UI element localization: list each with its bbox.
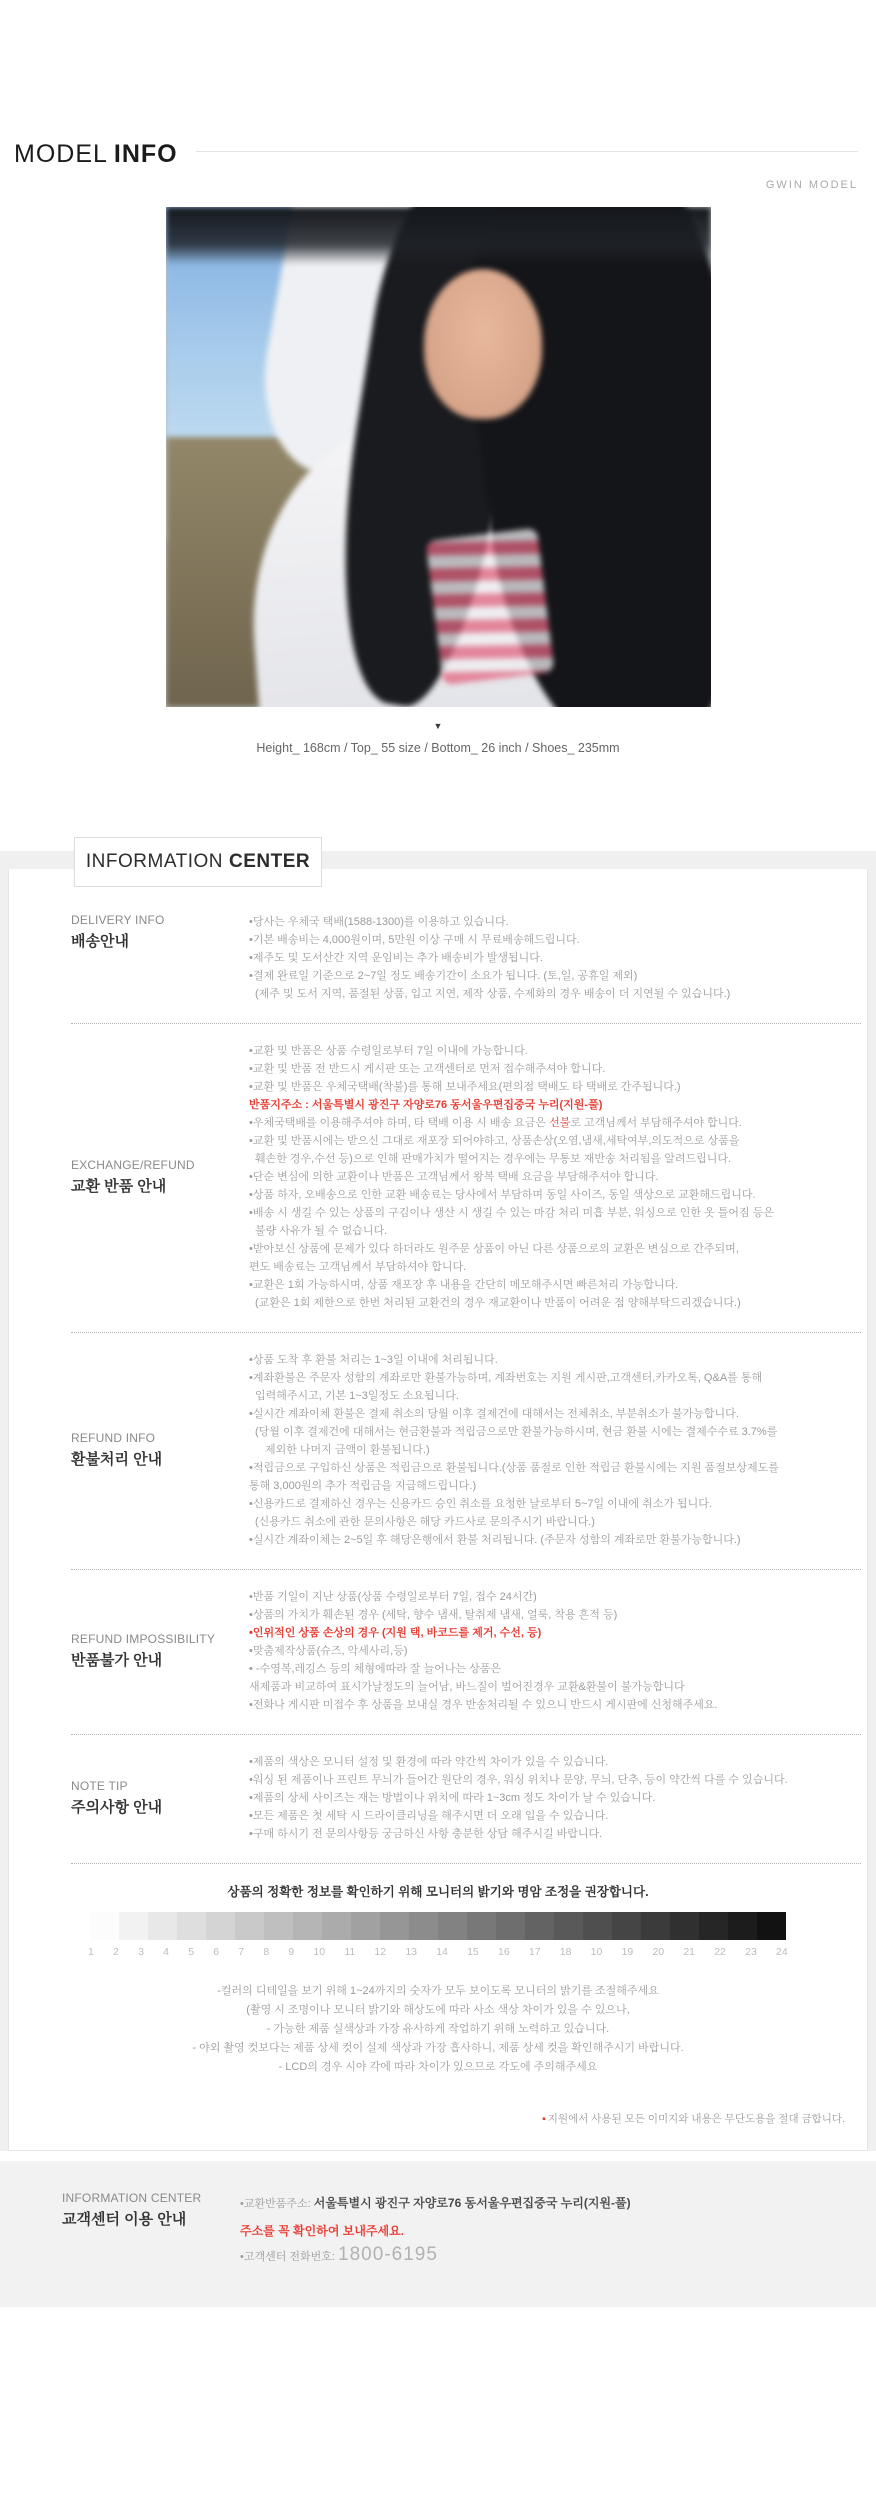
gradient-number: 12 [374, 1946, 387, 1958]
footer-body [240, 2191, 876, 2267]
information-center-panel [0, 851, 876, 2151]
gradient-step [119, 1912, 148, 1940]
info-line: •제품의 색상은 모니터 설정 및 환경에 따라 약간씩 차이가 있을 수 있습니다. [249, 1756, 609, 1768]
gradient-step [235, 1912, 264, 1940]
gradient-number: 10 [313, 1946, 326, 1958]
info-line: 새제품과 비교하여 표시가날정도의 늘어남, 바느질이 벌어진경우 교환&환불이 불가능합니다 [249, 1681, 685, 1693]
gradient-step [90, 1912, 119, 1940]
gradient-number: 13 [405, 1946, 417, 1958]
info-line: •상품 도착 후 환불 처리는 1~3일 이내에 처리됩니다. [249, 1354, 498, 1366]
info-line: •상품의 가치가 훼손된 경우 (세탁, 향수 냄새, 탈취제 냄새, 얼룩, 착용 흔적 등) [249, 1609, 618, 1621]
info-line: 훼손한 경우,수선 등)으로 인해 판매가치가 떨어지는 경우에는 무통보 재반송 처리됨을 알려드립니다. [255, 1153, 731, 1165]
gradient-number: 10 [590, 1946, 603, 1958]
section-delivery-info [9, 913, 867, 1003]
gradient-step [525, 1912, 554, 1940]
info-line: 불량 사유가 될 수 없습니다. [255, 1225, 388, 1237]
gradient-number: 9 [288, 1946, 295, 1958]
info-line: •교환 및 반품은 우체국택배(착불)를 통해 보내주세요(편의점 택배도 타 택배로 간주됩니다.) [249, 1081, 681, 1093]
info-line: •워싱 된 제품이나 프린트 무늬가 들어간 원단의 경우, 워싱 위치나 문양, 무늬, 단추, 등이 약간씩 다를 수 있습니다. [249, 1774, 788, 1786]
gradient-number: 14 [436, 1946, 448, 1958]
model-photo [166, 207, 711, 707]
gradient-step [409, 1912, 438, 1940]
monitor-note: -컬러의 디테일을 보기 위해 1~24까지의 숫자가 모두 보이도록 모니터의 밝기를 조절해주세요 [217, 1985, 659, 1997]
gradient-step [380, 1912, 409, 1940]
gradient-step [293, 1912, 322, 1940]
gradient-number: 16 [497, 1946, 510, 1958]
section-text [249, 1588, 867, 1714]
info-line: •실시간 계좌이체는 2~5일 후 해당은행에서 환불 처리됩니다. (주문자 성함의 계좌로만 환불가능합니다.) [249, 1534, 741, 1546]
gradient-step [496, 1912, 525, 1940]
gradient-number: 17 [528, 1946, 541, 1958]
gradient-step [728, 1912, 757, 1940]
gradient-number: 22 [714, 1946, 726, 1958]
gradient-number: 18 [559, 1946, 572, 1958]
gradient-number: 8 [263, 1946, 270, 1958]
photo-car-roof [166, 207, 711, 265]
dotted-divider [71, 1569, 861, 1570]
gradient-number: 5 [188, 1946, 195, 1958]
info-line: •교환 및 반품시에는 받으신 그대로 재포장 되어야하고, 상품손상(오염,냄새,세탁여부,의도적으로 상품을 [249, 1135, 740, 1147]
info-line: •결제 완료일 기준으로 2~7일 정도 배송기간이 소요가 됩니다. (토,일, 공휴일 제외) [249, 970, 638, 982]
gradient-number: 21 [683, 1946, 696, 1958]
info-line: •전화나 게시판 미접수 후 상품을 보내실 경우 반송처리될 수 있으니 반드시 게시판에 신청해주세요. [249, 1699, 718, 1711]
footer-phone-line: •고객센터 전화번호: 1800-6195 [240, 2244, 438, 2265]
gradient-step [670, 1912, 699, 1940]
gradient-number: 6 [213, 1946, 220, 1958]
monitor-note: - 야외 촬영 컷보다는 제품 상세 컷이 실제 색상과 가장 흡사하니, 제품 상세 컷을 확인해주시기 바랍니다. [192, 2042, 684, 2054]
info-sections [9, 913, 867, 1864]
page-title: MODEL INFO [14, 140, 178, 168]
gradient-step [264, 1912, 293, 1940]
gradient-number: 7 [238, 1946, 245, 1958]
gradient-number: 2 [113, 1946, 119, 1958]
info-line: •우체국택배를 이용해주셔야 하며, 타 택배 이용 시 배송 요금은 선불로 고객님께서 부담해주셔야 합니다. [249, 1117, 742, 1129]
gradient-step [148, 1912, 177, 1940]
info-line: •적립금으로 구입하신 상품은 적립금으로 환불됩니다.(상품 품절로 인한 적립금 환불시에는 지원 품절보상제도를 [249, 1462, 779, 1474]
information-center-box [8, 869, 868, 2151]
info-line: •교환은 1회 가능하시며, 상품 재포장 후 내용을 간단히 메모해주시면 빠른처리 가능합니다. [249, 1279, 679, 1291]
page [0, 140, 876, 2520]
gradient-step [583, 1912, 612, 1940]
info-line: •당사는 우체국 택배(1588-1300)를 이용하고 있습니다. [249, 916, 509, 928]
gradient-number: 15 [467, 1946, 479, 1958]
gradient-number: 24 [776, 1946, 788, 1958]
gradient-number: 3 [138, 1946, 144, 1958]
information-center-title: INFORMATION CENTER [74, 837, 322, 887]
down-arrow-icon: ▼ [433, 721, 443, 731]
monitor-note: (촬영 시 조명이나 모니터 밝기와 해상도에 따라 사소 색상 차이가 있을 수 있으나, [246, 2004, 630, 2016]
photo-shirt-graphic [425, 528, 554, 686]
section-note-tip [9, 1753, 867, 1843]
section-refund-impossibility [9, 1588, 867, 1714]
gradient-number: 23 [745, 1946, 757, 1958]
info-line: •배송 시 생길 수 있는 상품의 구김이나 생산 시 생길 수 있는 마감 처리 미흡 부분, 워싱으로 인한 옷 틀어짐 등은 [249, 1207, 774, 1219]
monitor-note: - LCD의 경우 시야 각에 따라 차이가 있으므로 각도에 주의해주세요 [278, 2061, 598, 2073]
footer-address-line: •교환반품주소: 서울특별시 광진구 자양로76 동서울우편집중국 누리(지원-풀) [240, 2196, 631, 2210]
footer-address-warning: 주소를 꼭 확인하여 보내주세요. [240, 2224, 405, 2238]
photo-face [424, 269, 542, 419]
section-text [249, 913, 867, 1003]
info-line: 제외한 나머지 금액이 환불됩니다.) [265, 1444, 430, 1456]
section-label: REFUND IMPOSSIBILITY 반품불가 안내 [71, 1632, 216, 1669]
info-line: •인위적인 상품 손상의 경우 (지원 택, 바코드를 제거, 수선, 등) [249, 1627, 542, 1639]
gradient-step [554, 1912, 583, 1940]
info-line: •맞춤제작상품(슈즈, 악세사리,등) [249, 1645, 408, 1657]
info-line: 통해 3,000원의 추가 적립금을 지급해드립니다.) [249, 1480, 477, 1492]
info-line: •제주도 및 도서산간 지역 운임비는 추가 배송비가 발생됩니다. [249, 952, 543, 964]
red-square-bullet-icon: ▪ [542, 2113, 546, 2125]
model-info-header [14, 140, 858, 191]
monitor-note: - 가능한 제품 실색상과 가장 유사하게 작업하기 위해 노력하고 있습니다. [266, 2023, 610, 2035]
info-line: (제주 및 도서 지역, 품절된 상품, 입고 지연, 제작 상품, 수제화의 경우 배송이 더 지연될 수 있습니다.) [255, 988, 731, 1000]
gradient-step [699, 1912, 728, 1940]
gradient-step [177, 1912, 206, 1940]
dotted-divider [71, 1023, 861, 1024]
gradient-step [438, 1912, 467, 1940]
section-refund-info [9, 1351, 867, 1549]
gradient-step [322, 1912, 351, 1940]
dotted-divider [71, 1332, 861, 1333]
info-line: •제품의 상세 사이즈는 재는 방법이나 위치에 따라 1~3cm 정도 차이가 날 수 있습니다. [249, 1792, 656, 1804]
info-line: •단순 변심에 의한 교환이나 반품은 고객님께서 왕복 택배 요금을 부담해주셔야 합니다. [249, 1171, 659, 1183]
info-line: • -수영복,레깅스 등의 체형에따라 잘 늘어나는 상품은 [249, 1663, 502, 1675]
info-line: (당월 이후 결제건에 대해서는 현금환불과 적립금으로만 환불가능하시며, 현금 환불 시에는 결제수수료 3.7%를 [255, 1426, 778, 1438]
info-line: •구매 하시기 전 문의사항등 궁금하신 사항 충분한 상담 해주시길 바랍니다. [249, 1828, 603, 1840]
gradient-step [351, 1912, 380, 1940]
monitor-notice-heading: 상품의 정확한 정보를 확인하기 위해 모니터의 밝기와 명암 조정을 권장합니다. [227, 1885, 649, 1899]
gradient-number: 11 [344, 1946, 356, 1958]
info-line: 편도 배송료는 고객님께서 부담하셔야 합니다. [249, 1261, 467, 1273]
info-line: •신용카드로 결제하신 경우는 신용카드 승인 취소를 요청한 날로부터 5~7일 이내에 취소가 됩니다. [249, 1498, 712, 1510]
gradient-step [757, 1912, 786, 1940]
gradient-number: 4 [163, 1946, 169, 1958]
dotted-divider [71, 1863, 861, 1864]
section-label: REFUND INFO 환불처리 안내 [71, 1431, 163, 1468]
header-divider-line [196, 151, 858, 152]
info-line: •계좌환불은 주문자 성함의 계좌로만 환불가능하며, 계좌번호는 지원 게시판,고객센터,카카오톡, Q&A를 통해 [249, 1372, 763, 1384]
info-line: •받아보신 상품에 문제가 있다 하더라도 원주문 상품이 아닌 다른 상품으로의 교환은 변심으로 간주되며, [249, 1243, 739, 1255]
gradient-step [467, 1912, 496, 1940]
section-text [249, 1042, 867, 1312]
gradient-step [206, 1912, 235, 1940]
gradient-step [641, 1912, 670, 1940]
info-line: (신용카드 취소에 관한 문의사항은 해당 카드사로 문의주시기 바랍니다.) [255, 1516, 595, 1528]
section-label: DELIVERY INFO 배송안내 [71, 913, 165, 950]
gradient-numbers [88, 1946, 788, 1958]
info-line: •교환 및 반품 전 반드시 게시판 또는 고객센터로 먼저 접수해주셔야 합니다. [249, 1063, 606, 1075]
section-label: NOTE TIP 주의사항 안내 [71, 1779, 163, 1816]
info-line: •교환 및 반품은 상품 수령일로부터 7일 이내에 가능합니다. [249, 1045, 528, 1057]
info-line: 입력해주시고, 기본 1~3일정도 소요됩니다. [255, 1390, 459, 1402]
section-text [249, 1753, 867, 1843]
info-line: •모든 제품은 첫 세탁 시 드라이클리닝을 해주시면 더 오래 입을 수 있습니다. [249, 1810, 609, 1822]
brightness-gradient-bar [90, 1912, 786, 1940]
dotted-divider [71, 1734, 861, 1735]
section-label: EXCHANGE/REFUND 교환 반품 안내 [71, 1158, 195, 1195]
info-line: 반품지주소 : 서울특별시 광진구 자양로76 동서울우편집중국 누리(지원-풀) [249, 1099, 603, 1111]
copyright-note: ▪ 지원에서 사용된 모든 이미지와 내용은 무단도용을 절대 금합니다. [542, 2113, 845, 2125]
gradient-number: 1 [88, 1946, 94, 1958]
info-line: (교환은 1회 제한으로 한번 처리된 교환건의 경우 재교환이나 반품이 어려운 점 양해부탁드리겠습니다.) [255, 1297, 741, 1309]
footer-info-center [0, 2161, 876, 2307]
info-line: •반품 기일이 지난 상품(상품 수령일로부터 7일, 접수 24시간) [249, 1591, 537, 1603]
footer-label: INFORMATION CENTER 교객센터 이용 안내 [62, 2191, 202, 2228]
monitor-notes [9, 1982, 867, 2077]
section-exchange-refund [9, 1042, 867, 1312]
brand-label: GWIN MODEL [765, 179, 858, 191]
gradient-number: 19 [621, 1946, 634, 1958]
gradient-step [612, 1912, 641, 1940]
model-measurements: Height_ 168cm / Top_ 55 size / Bottom_ 26 inch / Shoes_ 235mm [256, 741, 620, 755]
section-text [249, 1351, 867, 1549]
gradient-number: 20 [652, 1946, 665, 1958]
info-line: •실시간 계좌이체 환불은 결제 취소의 당월 이후 결제건에 대해서는 전체취소, 부분취소가 불가능합니다. [249, 1408, 739, 1420]
info-line: •기본 배송비는 4,000원이며, 5만원 이상 구매 시 무료배송해드립니다. [249, 934, 580, 946]
info-line: •상품 하자, 오배송으로 인한 교환 배송료는 당사에서 부담하며 동일 사이즈, 동일 색상으로 교환해드립니다. [249, 1189, 756, 1201]
